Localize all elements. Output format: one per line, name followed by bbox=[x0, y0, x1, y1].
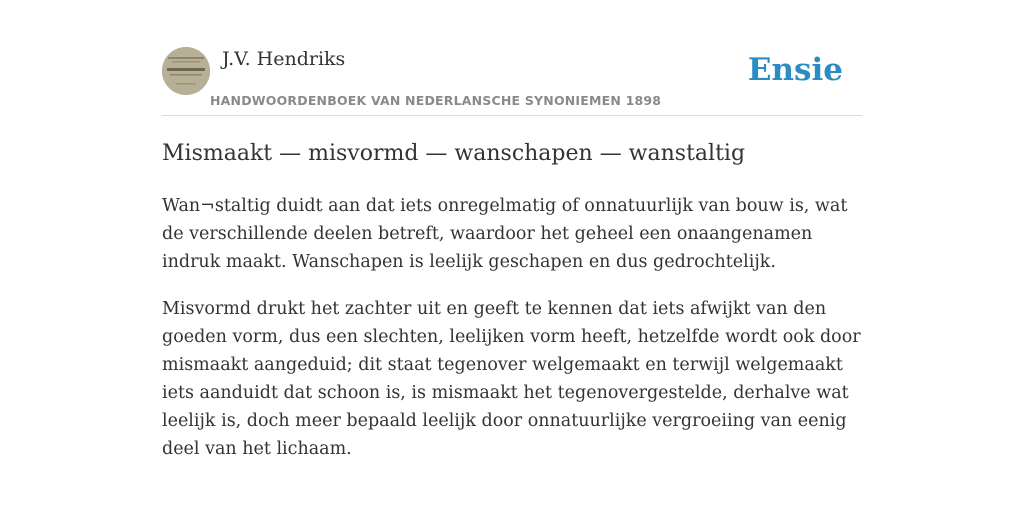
source-title[interactable]: HANDWOORDENBOEK VAN NEDERLANSCHE SYNONIEMEN 1898 bbox=[210, 93, 662, 108]
entry-title: Mismaakt — misvormd — wanschapen — wanstaltig bbox=[162, 141, 746, 166]
entry-body bbox=[162, 192, 862, 482]
header bbox=[162, 44, 862, 116]
book-cover-icon bbox=[162, 47, 210, 95]
author-name[interactable]: J.V. Hendriks bbox=[222, 48, 346, 70]
avatar[interactable] bbox=[162, 47, 210, 95]
paragraph: Misvormd drukt het zachter uit en geeft te kennen dat iets afwijkt van den goeden vorm, dus een slechten, leelijken vorm heeft, hetzelfde wordt ook door mismaakt aangeduid; dit staat tegenover welgemaakt en terwijl welgemaakt iets aanduidt dat schoon is, is mismaakt het tegenovergestelde, derhalve wat leelijk is, doch meer bepaald leelijk door onnatuurlijke vergroeiing van eenig deel van het lichaam. bbox=[162, 299, 861, 459]
brand-logo[interactable]: Ensie bbox=[747, 52, 843, 88]
paragraph: Wan¬staltig duidt aan dat iets onregelmatig of onnatuurlijk van bouw is, wat de verschillende deelen betreft, waardoor het geheel een onaangenamen indruk maakt. Wanschapen is leelijk geschapen en dus gedrochtelijk. bbox=[162, 196, 848, 272]
